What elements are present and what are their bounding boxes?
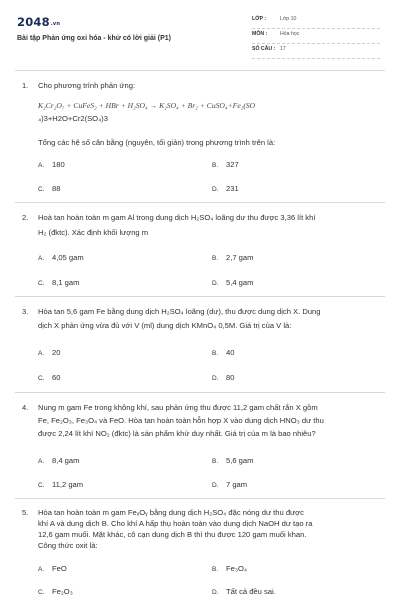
page-title: Bài tập Phản ứng oxi hóa - khử có lời giải (P1): [17, 35, 171, 42]
option-letter: A.: [38, 350, 45, 357]
meta-value: Hóa học: [280, 31, 300, 37]
question-text: Hòa tan hoàn toàn m gam FeₓOᵧ bằng dung dịch H₂SO₄ đặc nóng dư thu được: [38, 508, 304, 517]
option-letter: C.: [38, 375, 45, 382]
option-value: Fe₂O₃: [52, 587, 73, 596]
option-value: 231: [226, 184, 239, 193]
option-d[interactable]: [212, 278, 253, 287]
meta-row-grade: [252, 14, 380, 29]
site-logo[interactable]: [17, 15, 60, 29]
option-d[interactable]: [212, 480, 247, 489]
option-letter: B.: [212, 350, 219, 357]
option-value: FeO: [52, 564, 67, 573]
option-a[interactable]: [38, 564, 67, 573]
option-letter: B.: [212, 566, 219, 573]
option-value: 11,2 gam: [52, 480, 84, 489]
meta-value: 17: [280, 46, 286, 52]
option-letter: A.: [38, 458, 45, 465]
option-value: Tất cả đều sai.: [226, 587, 276, 596]
option-c[interactable]: [38, 278, 79, 287]
question-number: 3.: [22, 307, 29, 316]
option-d[interactable]: [212, 184, 239, 193]
option-value: 180: [52, 160, 65, 169]
option-value: 2,7 gam: [226, 253, 254, 262]
meta-value: Lớp 10: [280, 16, 297, 22]
question-text: Hoà tan hoàn toàn m gam Al trong dung dịch H₂SO₄ loãng dư thu được 3,36 lít khí: [38, 213, 316, 222]
question-text: Công thức oxit là:: [38, 541, 98, 550]
page-header: [0, 0, 400, 78]
divider: [15, 70, 385, 71]
option-b[interactable]: [212, 160, 239, 169]
option-value: 5,4 gam: [226, 278, 254, 287]
option-letter: D.: [212, 589, 219, 596]
option-a[interactable]: [38, 253, 84, 262]
question-number: 1.: [22, 81, 29, 90]
option-letter: B.: [212, 162, 219, 169]
logo-suffix: .vn: [50, 21, 61, 27]
option-c[interactable]: [38, 373, 60, 382]
option-a[interactable]: [38, 348, 60, 357]
option-letter: D.: [212, 280, 219, 287]
option-letter: D.: [212, 482, 219, 489]
meta-row-count: [252, 44, 380, 59]
option-b[interactable]: [212, 456, 253, 465]
logo-text: 2048: [17, 15, 50, 29]
meta-row-subject: [252, 29, 380, 44]
question-text: khí A và dung dịch B. Cho khí A hấp thụ hoàn toàn vào dung dịch NaOH dư tạo ra: [38, 519, 313, 528]
option-letter: A.: [38, 255, 45, 262]
option-letter: B.: [212, 458, 219, 465]
option-letter: C.: [38, 482, 45, 489]
option-d[interactable]: [212, 587, 276, 596]
meta-label: SỐ CÂU :: [252, 46, 276, 52]
option-letter: D.: [212, 186, 219, 193]
question-number: 5.: [22, 508, 29, 517]
option-a[interactable]: [38, 456, 79, 465]
option-value: 327: [226, 160, 239, 169]
option-letter: A.: [38, 566, 45, 573]
divider: [15, 296, 385, 297]
question-text: Cho phương trình phản ứng:: [38, 81, 136, 90]
option-value: 88: [52, 184, 61, 193]
option-letter: A.: [38, 162, 45, 169]
option-value: 40: [226, 348, 235, 357]
question-prompt: Tổng các hệ số cân bằng (nguyên, tối giản) trong phương trình trên là:: [38, 138, 276, 147]
question-number: 2.: [22, 213, 29, 222]
option-value: 4,05 gam: [52, 253, 84, 262]
question-text: được 2,24 lít khí NO₂ (đktc) là sản phẩm khử duy nhất. Giá trị của m là bao nhiêu?: [38, 429, 316, 438]
meta-label: LỚP :: [252, 16, 267, 22]
question-text: Hòa tan 5,6 gam Fe bằng dung dịch H₂SO₄ loãng (dư), thu được dung dịch X. Dung: [38, 307, 321, 316]
option-value: 8,1 gam: [52, 278, 80, 287]
divider: [15, 392, 385, 393]
meta-label: MÔN :: [252, 31, 268, 37]
question-number: 4.: [22, 403, 29, 412]
divider: [15, 498, 385, 499]
equation: K₂Cr₂O₇ + CuFeS₂ + HBr + H₂SO₄ → K₂SO₄ + Br₂ + CuSO₄+Fe₂(SO: [38, 101, 256, 110]
question-text: Fe, Fe₂O₃, Fe₃O₄ và FeO. Hòa tan hoàn toàn hỗn hợp X vào dung dịch HNO₃ dư thu: [38, 416, 324, 425]
divider: [15, 202, 385, 203]
option-letter: C.: [38, 280, 45, 287]
option-letter: C.: [38, 186, 45, 193]
option-c[interactable]: [38, 184, 60, 193]
option-value: 8,4 gam: [52, 456, 80, 465]
option-value: 5,6 gam: [226, 456, 254, 465]
question-text: dịch X phản ứng vừa đủ với V (ml) dung dịch KMnO₄ 0,5M. Giá trị của V là:: [38, 321, 292, 330]
option-letter: B.: [212, 255, 219, 262]
option-letter: D.: [212, 375, 219, 382]
option-b[interactable]: [212, 348, 234, 357]
option-value: 20: [52, 348, 61, 357]
equation-continued: ₄)3+H2O+Cr2(SO₄)3: [38, 114, 108, 123]
question-text: H₂ (đktc). Xác định khối lượng m: [38, 228, 149, 237]
question-text: 12,6 gam muối. Mặt khác, cô cạn dung dịch B thì thu được 120 gam muối khan.: [38, 530, 307, 539]
option-value: 60: [52, 373, 61, 382]
option-value: 7 gam: [226, 480, 248, 489]
option-b[interactable]: [212, 253, 253, 262]
option-value: 80: [226, 373, 235, 382]
option-value: Fe₃O₄: [226, 564, 247, 573]
option-letter: C.: [38, 589, 45, 596]
option-c[interactable]: [38, 480, 83, 489]
question-text: Nung m gam Fe trong không khí, sau phản ứng thu được 11,2 gam chất rắn X gồm: [38, 403, 318, 412]
option-b[interactable]: [212, 564, 247, 573]
option-a[interactable]: [38, 160, 65, 169]
option-c[interactable]: [38, 587, 73, 596]
option-d[interactable]: [212, 373, 234, 382]
